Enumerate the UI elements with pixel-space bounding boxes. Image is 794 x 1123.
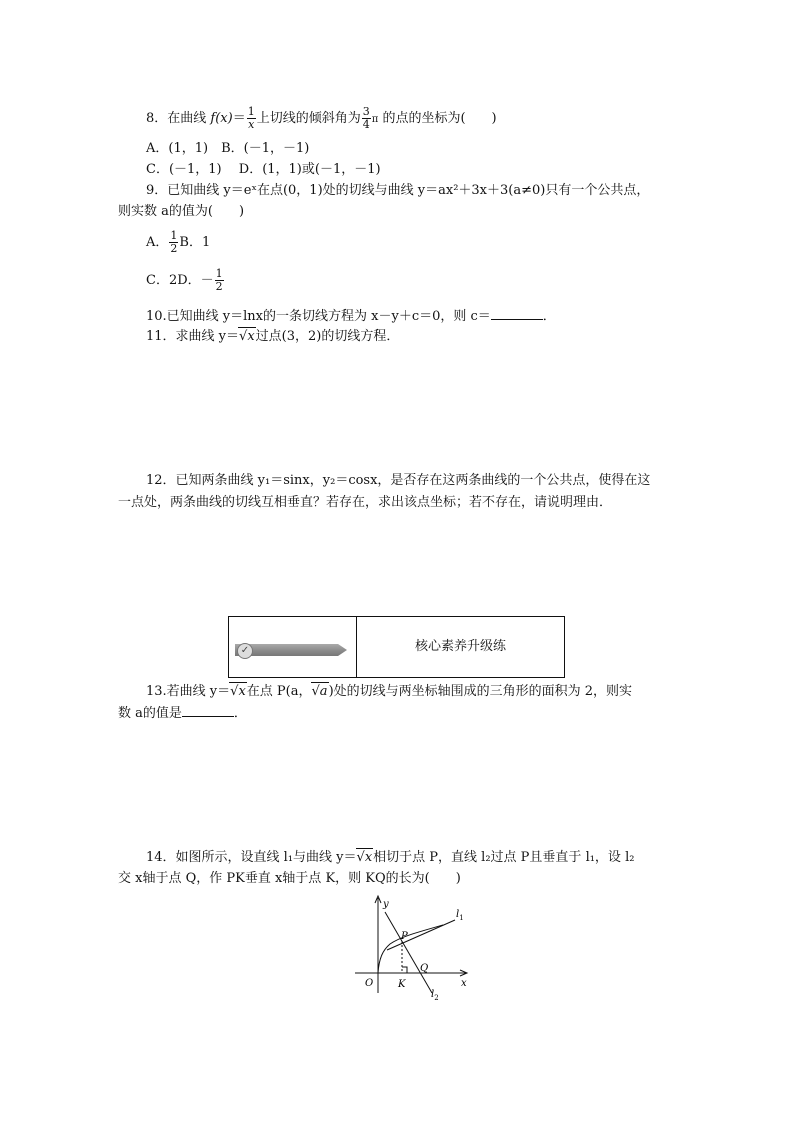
banner-decoration — [229, 617, 357, 677]
q8-angle-den: 4 — [362, 118, 370, 131]
q9-opt-a-prefix: A． — [146, 235, 169, 250]
q8-eq: ＝ — [232, 111, 246, 126]
q11-text — [146, 327, 399, 346]
point-k-label: K — [398, 979, 406, 990]
q13-line1 — [146, 682, 632, 701]
q8-stem — [146, 106, 497, 132]
q9-opt-d-fraction — [215, 268, 224, 293]
q8-stem-c: 的点的坐标为( ) — [378, 111, 497, 126]
q14-line1 — [146, 848, 634, 867]
q9-opt-d-den: 2 — [215, 280, 223, 293]
y-axis-label: y — [383, 899, 389, 910]
line-l1-label: $l_1$ — [456, 909, 464, 922]
origin-label: O — [365, 978, 374, 989]
q10-text — [146, 307, 556, 326]
q8-pi: π — [371, 114, 379, 125]
sqrt-curve — [378, 925, 443, 973]
q13-sqrt-arg2: a — [319, 684, 328, 699]
q8-options-cd: C．(－1，1) D．(1，1)或(－1，－1) — [146, 162, 381, 177]
q8-paren-x: (x) — [215, 111, 233, 126]
right-angle-mark — [402, 967, 407, 973]
q13-line2-end: ． — [233, 706, 247, 721]
q9-options-cd — [146, 268, 225, 293]
q13-sqrt-a: √a — [311, 684, 328, 699]
q8-stem-b: 上切线的倾斜角为 — [256, 111, 361, 126]
section-banner — [228, 616, 565, 678]
point-q-label: Q — [420, 963, 429, 974]
q8-options-ab: A．(1，1) B．(－1，－1) — [146, 141, 310, 156]
q13-pre: 13.若曲线 y＝ — [146, 684, 231, 699]
tangent-line-l1 — [387, 920, 455, 950]
q8-frac-den: x — [248, 118, 255, 131]
q9-opt-b: B．1 — [179, 235, 211, 250]
q14-line2: 交 x轴于点 Q，作 PK垂直 x轴于点 K，则 KQ的长为( ) — [118, 871, 461, 886]
q13-sqrt: √x — [230, 684, 246, 699]
q14-sqrt-arg: x — [364, 850, 373, 865]
q13-post: )处的切线与两坐标轴围成的三角形的面积为 2，则实 — [328, 684, 633, 699]
q9-opt-a-fraction — [169, 230, 178, 255]
q9-opt-d-num: 1 — [215, 267, 223, 280]
q9-opt-c: C．2D．－ — [146, 273, 214, 288]
q13-sqrt-arg: x — [238, 684, 246, 699]
q8-angle-fraction — [362, 106, 371, 131]
q11-post: 过点(3，2)的切线方程． — [255, 329, 400, 344]
q8-stem-a: 8．在曲线 — [146, 111, 211, 126]
q12-line1: 12．已知两条曲线 y₁＝sinx，y₂＝cosx，是否存在这两条曲线的一个公共点，使得在这 — [146, 473, 651, 488]
tangent-figure — [345, 890, 475, 1005]
q10-stem: 10.已知曲线 y＝lnx的一条切线方程为 x－y＋c＝0，则 c＝ — [146, 309, 491, 324]
q11-pre: 11．求曲线 y＝ — [146, 329, 240, 344]
normal-line-l2 — [385, 912, 432, 993]
q9-line2: 则实数 a的值为( ) — [118, 204, 245, 219]
q13-answer-blank[interactable] — [182, 704, 234, 717]
q9-opt-a-num: 1 — [170, 229, 178, 242]
q13-line2-pre: 数 a的值是 — [118, 706, 182, 721]
q9-options-ab — [146, 230, 210, 255]
q14-sqrt: √x — [356, 850, 373, 865]
q13-mid: 在点 P(a， — [246, 684, 312, 699]
x-axis-label: x — [461, 978, 467, 989]
q10-answer-blank[interactable] — [491, 307, 543, 320]
q10-end: ． — [542, 309, 556, 324]
q13-line2 — [118, 704, 247, 723]
q8-fraction — [247, 106, 256, 131]
q9-line1: 9．已知曲线 y＝eˣ在点(0，1)处的切线与曲线 y＝ax²＋3x＋3(a≠0)只有一个公共点， — [146, 183, 650, 198]
check-icon: ✓ — [237, 643, 253, 659]
q14-post: 相切于点 P，直线 l₂过点 P且垂直于 l₁，设 l₂ — [373, 850, 635, 865]
q14-pre: 14．如图所示，设直线 l₁与曲线 y＝ — [146, 850, 357, 865]
banner-title: 核心素养升级练 — [414, 639, 506, 654]
q8-angle-num: 3 — [362, 105, 370, 118]
q8-frac-num: 1 — [247, 105, 255, 118]
q9-opt-a-den: 2 — [170, 242, 178, 255]
q11-sqrt-arg: x — [247, 329, 255, 344]
q12-line2: 一点处，两条曲线的切线互相垂直？若存在，求出该点坐标；若不存在，请说明理由． — [118, 495, 613, 510]
q11-sqrt: √x — [239, 329, 255, 344]
point-p-label: P — [401, 931, 408, 942]
q8-func: f — [210, 111, 216, 126]
line-l2-label: $l_2$ — [431, 989, 439, 1002]
